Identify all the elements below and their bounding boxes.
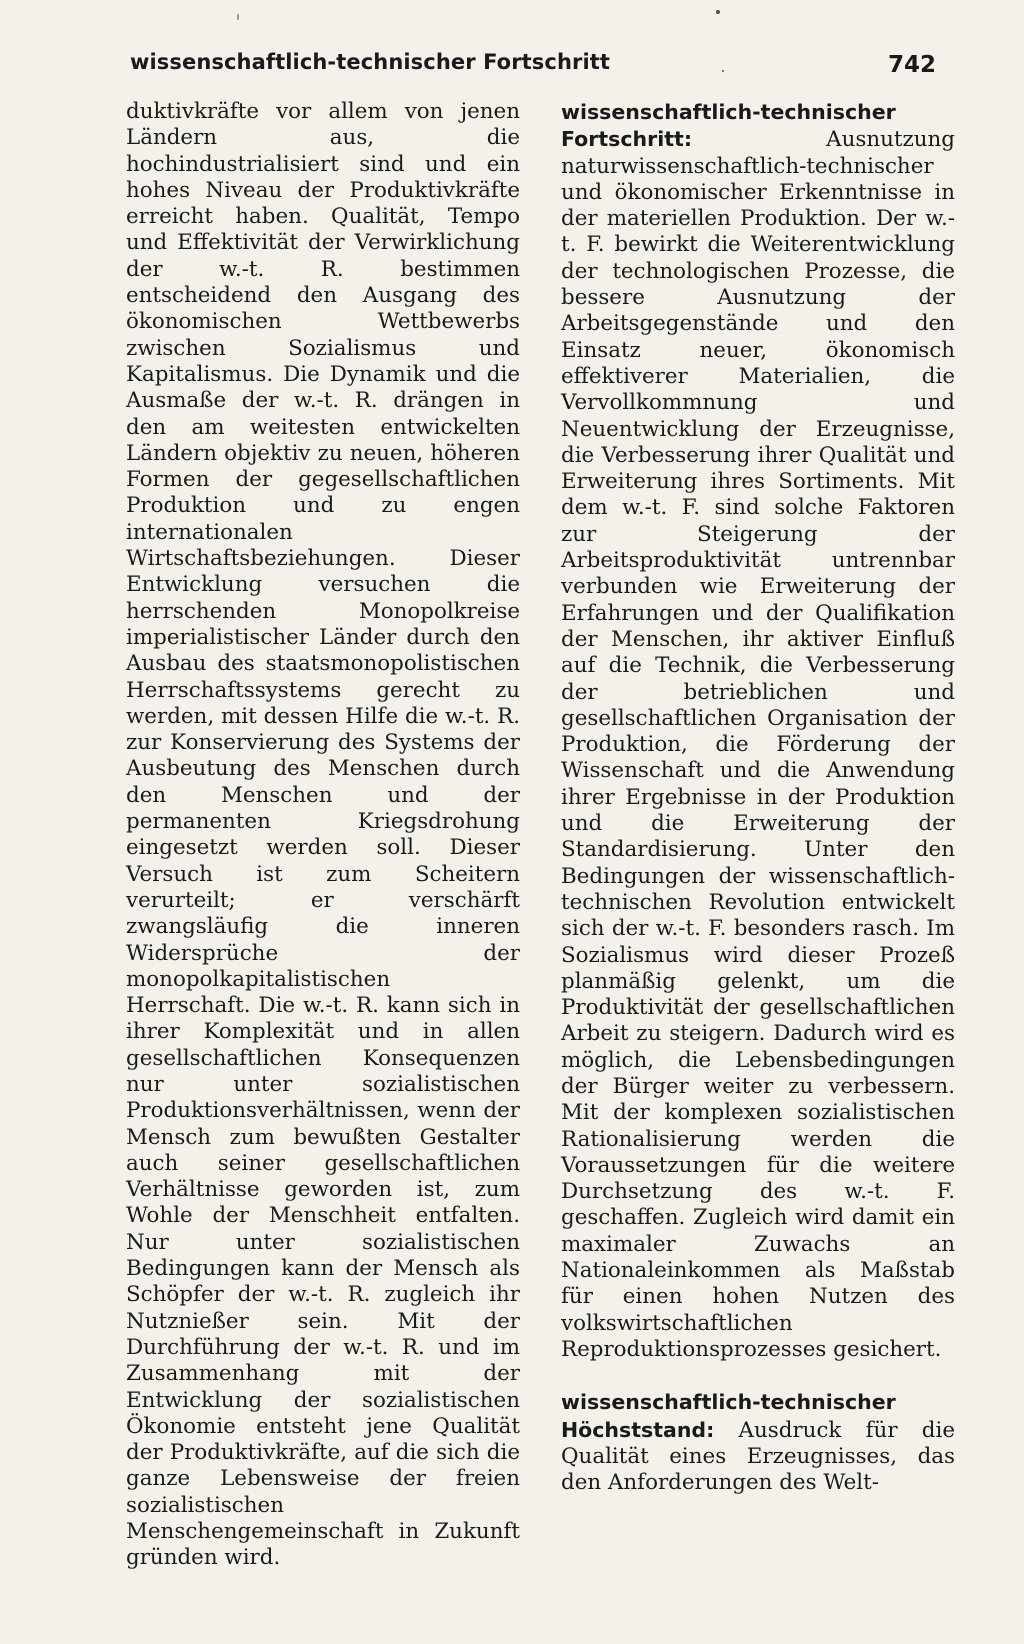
entry-term: wissenschaftlich-technischer Fortschritt: (561, 100, 896, 152)
speck (716, 10, 720, 14)
entry-fortschritt (561, 99, 955, 1363)
entry-continuation-text: duktivkräfte vor allem von jenen Ländern aus, die hochindustrialisiert sind und ein hohes Niveau der Produktivkräfte erreicht haben. Qualität, Tempo und Effektivität der Verwirklichung der w.-t. R. bestimmen entscheidend den Ausgang des ökonomischen Wettbewerbs zwischen Sozialismus und Kapitalismus. Die Dynamik und die Ausmaße der w.-t. R. drängen in den am weitesten entwickelten Ländern objektiv zu neuen, höheren Formen der gegesellschaftlichen Produktion und zu engen internationalen Wirtschaftsbeziehungen. Dieser Entwicklung versuchen die herrschenden Monopolkreise imperialistischer Länder durch den Ausbau des staatsmonopolistischen Herrschaftssystems gerecht zu werden, mit dessen Hilfe die w.-t. R. zur Konservierung des Systems der Ausbeutung des Menschen durch den Menschen und der permanenten Kriegsdrohung eingesetzt werden soll. Dieser Versuch ist zum Scheitern verurteilt; er verschärft zwangsläufig die inneren Widersprüche der monopolkapitalistischen Herrschaft. Die w.-t. R. kann sich in ihrer Komplexität und in allen gesellschaftlichen Konsequenzen nur unter sozialistischen Produktionsverhältnissen, wenn der Mensch zum bewußten Gestalter auch seiner gesellschaftlichen Verhältnisse geworden ist, zum Wohle der Menschheit entfalten. Nur unter sozialistischen Bedingungen kann der Mensch als Schöpfer der w.-t. R. zugleich ihr Nutznießer sein. Mit der Durchführung der w.-t. R. und im Zusammenhang mit der Entwicklung der sozialistischen Ökonomie entsteht jene Qualität der Produktivkräfte, auf die sich die ganze Lebensweise der freien sozialistischen Menschengemeinschaft in Zukunft gründen wird. (126, 99, 520, 1571)
entry-term: wissenschaftlich-technischer Höchststand: (561, 1390, 896, 1442)
entry-hoechststand (561, 1389, 955, 1496)
right-column (561, 99, 955, 1496)
entry-definition: Ausdruck für die Qualität eines Erzeugnisses, das den Anforderungen des Welt- (561, 1417, 955, 1496)
running-head: wissenschaftlich-technischer Fortschritt (130, 50, 611, 74)
speck (722, 70, 724, 72)
left-column (126, 99, 520, 1572)
speck (237, 14, 239, 20)
page-number: 742 (887, 52, 936, 78)
entry-definition: Ausnutzung naturwissenschaftlich-technischer und ökonomischer Erkenntnisse in der materiellen Produktion. Der w.-t. F. bewirkt die Weiterentwicklung der technologischen Prozesse, die bessere Ausnutzung der Arbeitsgegenstände und den Einsatz neuer, ökonomisch effektiverer Materialien, die Vervollkommnung und Neuentwicklung der Erzeugnisse, die Verbesserung ihrer Qualität und Erweiterung ihres Sortiments. Mit dem w.-t. F. sind solche Faktoren zur Steigerung der Arbeitsproduktivität untrennbar verbunden wie Erweiterung der Erfahrungen und der Qualifikation der Menschen, ihr aktiver Einfluß auf die Technik, die Verbesserung der betrieblichen und gesellschaftlichen Organisation der Produktion, die Förderung der Wissenschaft und die Anwendung ihrer Ergebnisse in der Produktion und die Erweiterung der Standardisierung. Unter den Bedingungen der wissenschaftlich-technischen Revolution entwickelt sich der w.-t. F. besonders rasch. Im Sozialismus wird dieser Prozeß planmäßig gelenkt, um die Produktivität der gesellschaftlichen Arbeit zu steigern. Dadurch wird es möglich, die Lebensbedingungen der Bürger weiter zu verbessern. Mit der komplexen sozialistischen Rationalisierung werden die Voraussetzungen für die weitere Durchsetzung des w.-t. F. geschaffen. Zugleich wird damit ein maximaler Zuwachs an Nationaleinkommen als Maßstab für einen hohen Nutzen des volkswirtschaftlichen Reproduktionsprozesses gesichert. (561, 127, 955, 1362)
